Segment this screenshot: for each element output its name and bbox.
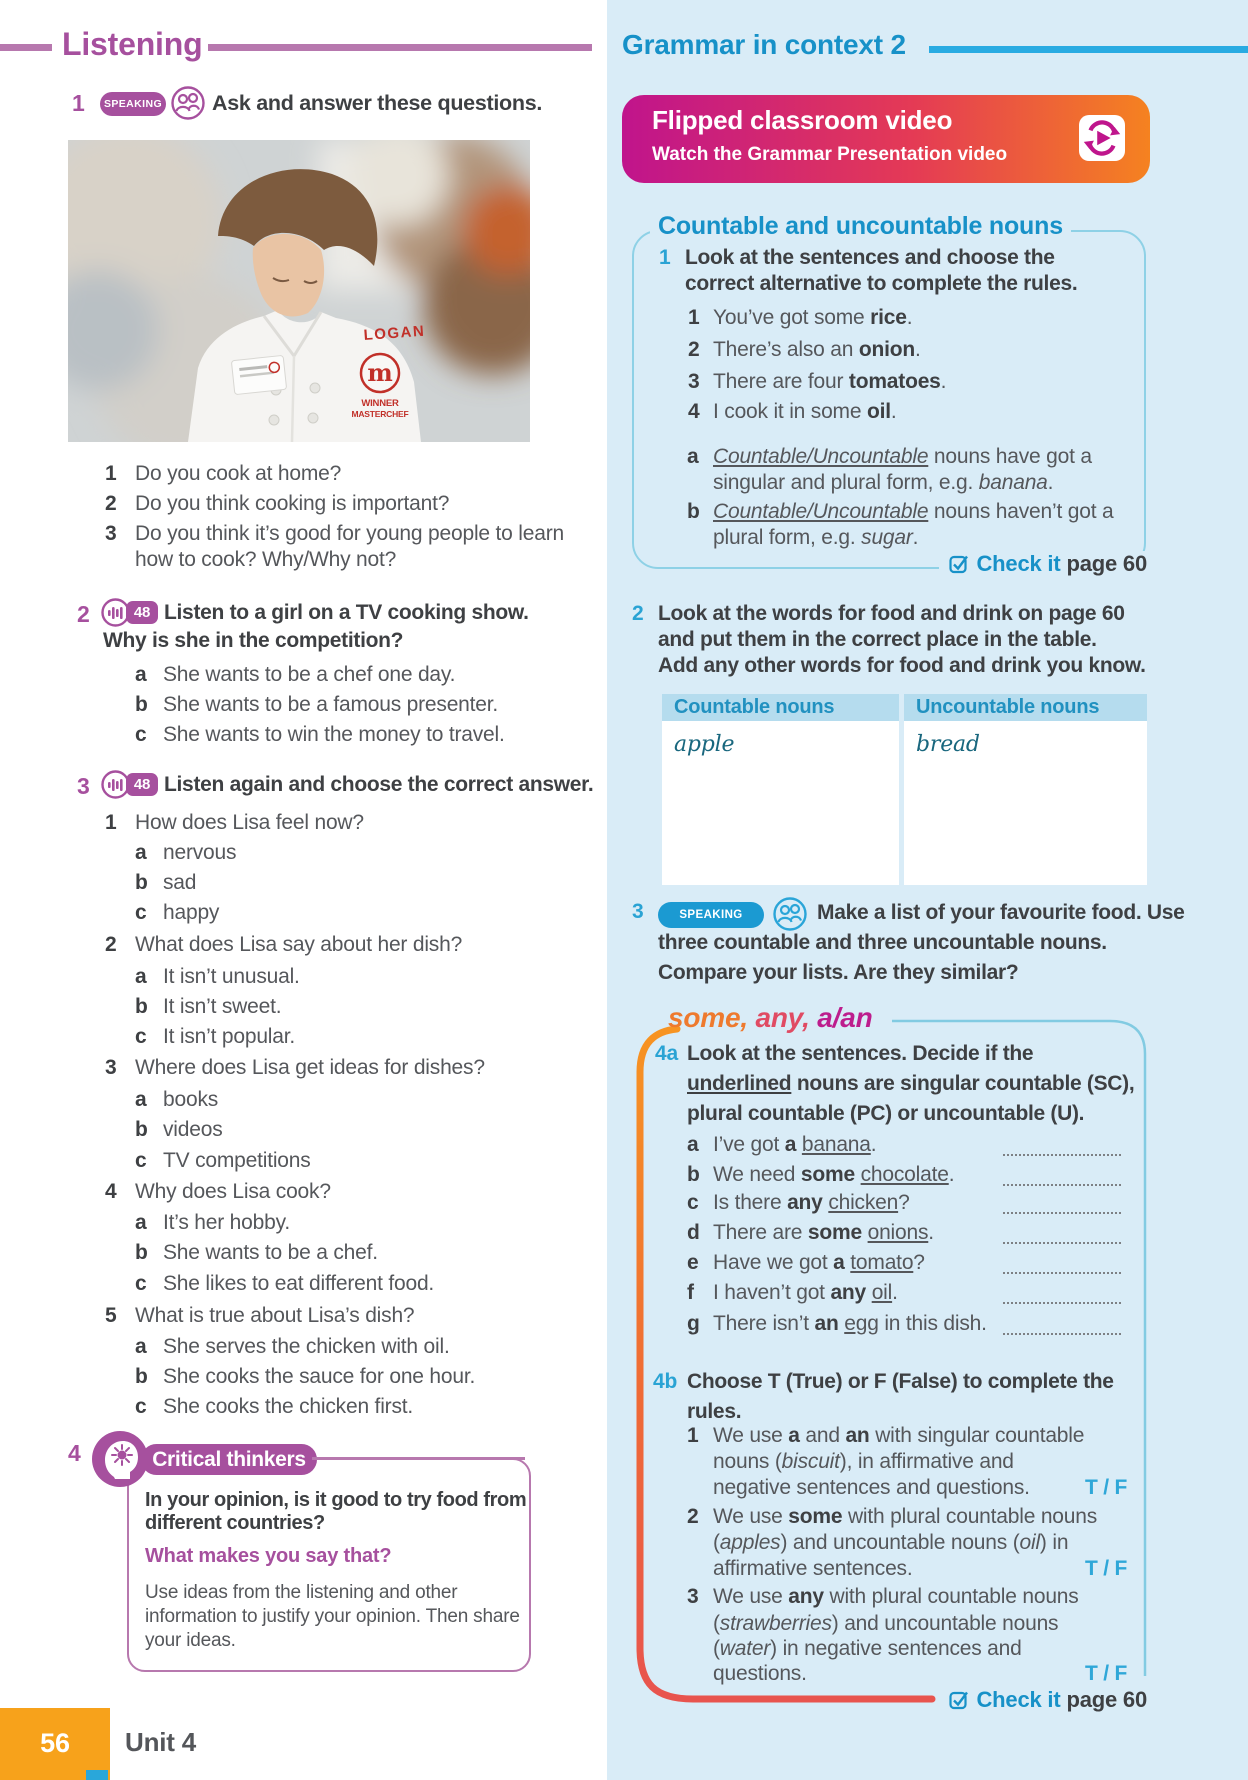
item-number: 1 xyxy=(688,306,700,329)
svg-text:LOGAN: LOGAN xyxy=(363,322,426,344)
check-icon xyxy=(949,554,970,575)
option-text: We need some chocolate. xyxy=(713,1163,955,1186)
check-it-page: page 60 xyxy=(1066,1687,1147,1712)
exercise-lead: Listen again and choose the correct answer. xyxy=(164,773,594,796)
option-letter: d xyxy=(687,1221,700,1244)
option-text: happy xyxy=(163,901,220,924)
rule-text: Countable/Uncountable nouns haven’t got a xyxy=(713,500,1114,523)
listening-section-title: Listening xyxy=(62,26,203,62)
item-text: I cook it in some oil. xyxy=(713,400,897,423)
rule-text: nouns (biscuit), in affirmative and xyxy=(713,1450,1014,1473)
exercise-lead: Make a list of your favourite food. Use xyxy=(817,901,1185,924)
question-number: 3 xyxy=(105,522,117,545)
exercise-number: 2 xyxy=(77,601,90,627)
listening-title-rule-left xyxy=(0,44,52,51)
option-text: She serves the chicken with oil. xyxy=(163,1335,450,1358)
question-number: 4 xyxy=(105,1180,117,1203)
item-number: 2 xyxy=(688,338,700,361)
option-text: books xyxy=(163,1088,219,1111)
page-number: 56 xyxy=(40,1728,70,1758)
critical-question: different countries? xyxy=(145,1512,325,1534)
true-false-choice: T / F xyxy=(1085,1662,1128,1685)
exercise-lead: plural countable (PC) or uncountable (U). xyxy=(687,1102,1085,1125)
option-text: sad xyxy=(163,871,197,894)
exercise-lead: correct alternative to complete the rules. xyxy=(685,272,1078,295)
speaking-badge: SPEAKING xyxy=(658,902,764,928)
option-text: I’ve got a banana. xyxy=(713,1133,877,1156)
question-text: What does Lisa say about her dish? xyxy=(135,933,463,956)
question-text: What is true about Lisa’s dish? xyxy=(135,1304,415,1327)
option-letter: c xyxy=(135,1025,147,1048)
question-text: Do you think it’s good for young people to learn xyxy=(135,522,564,545)
check-it-label: Check it xyxy=(976,1687,1061,1712)
option-text: It’s her hobby. xyxy=(163,1211,290,1234)
exercise-lead: Add any other words for food and drink you know. xyxy=(658,654,1146,677)
option-text: There are some onions. xyxy=(713,1221,934,1244)
pair-work-icon xyxy=(772,896,808,932)
some-any-box-title: some, any, a/an xyxy=(668,1002,873,1033)
question-text: How does Lisa feel now? xyxy=(135,811,364,834)
option-text: She wants to win the money to travel. xyxy=(163,723,505,746)
answer-line xyxy=(1003,1154,1121,1156)
option-text: She wants to be a chef one day. xyxy=(163,663,456,686)
exercise-number: 4b xyxy=(653,1370,678,1393)
option-letter: a xyxy=(135,965,147,988)
speaking-badge: SPEAKING xyxy=(100,92,166,116)
option-letter: b xyxy=(687,1163,700,1186)
svg-text:m: m xyxy=(367,358,393,387)
exercise-number: 3 xyxy=(632,900,644,923)
option-letter: c xyxy=(687,1191,699,1214)
rule-number: 3 xyxy=(687,1585,699,1608)
flipped-subtitle: Watch the Grammar Presentation video xyxy=(652,144,1008,165)
grammar-title-rule xyxy=(929,46,1248,53)
masterchef-boy-photo xyxy=(68,140,530,442)
option-text: Is there any chicken? xyxy=(713,1191,910,1214)
option-letter: g xyxy=(687,1312,700,1335)
rule-letter: a xyxy=(687,445,699,468)
option-letter: f xyxy=(687,1281,694,1304)
critical-thinkers-title: Critical thinkers xyxy=(141,1444,317,1475)
rule-letter: b xyxy=(687,500,700,523)
rule-text: We use a and an with singular countable xyxy=(713,1424,1085,1447)
exercise-lead: Compare your lists. Are they similar? xyxy=(658,961,1019,984)
true-false-choice: T / F xyxy=(1085,1557,1128,1580)
item-text: You’ve got some rice. xyxy=(713,306,913,329)
check-icon xyxy=(949,1690,970,1711)
name-badge xyxy=(231,355,286,394)
table-entry-apple: apple xyxy=(674,732,735,757)
option-text: There isn’t an egg in this dish. xyxy=(713,1312,987,1335)
exercise-number: 1 xyxy=(72,90,85,116)
answer-line xyxy=(1003,1272,1121,1274)
answer-line xyxy=(1003,1333,1121,1335)
option-letter: a xyxy=(135,1335,147,1358)
exercise-lead: rules. xyxy=(687,1400,742,1423)
check-it-label: Check it xyxy=(976,551,1061,576)
table-header-uncountable: Uncountable nouns xyxy=(904,694,1147,721)
rule-text: (strawberries) and uncountable nouns xyxy=(713,1612,1059,1635)
flipped-title: Flipped classroom video xyxy=(652,105,953,135)
option-letter: a xyxy=(135,841,147,864)
rule-text: affirmative sentences. xyxy=(713,1557,913,1580)
question-number: 2 xyxy=(105,492,117,515)
option-text: She likes to eat different food. xyxy=(163,1272,435,1295)
check-it-page: page 60 xyxy=(1066,551,1147,576)
check-it-link xyxy=(939,551,1147,577)
grammar-section-title: Grammar in context 2 xyxy=(622,29,906,60)
question-number: 3 xyxy=(105,1056,117,1079)
option-text: She wants to be a famous presenter. xyxy=(163,693,499,716)
option-text: I haven’t got any oil. xyxy=(713,1281,898,1304)
critical-question: In your opinion, is it good to try food from xyxy=(145,1489,527,1511)
question-number: 2 xyxy=(105,933,117,956)
item-number: 4 xyxy=(688,400,700,423)
option-letter: b xyxy=(135,693,148,716)
item-number: 3 xyxy=(688,370,700,393)
critical-thinkers-icon xyxy=(92,1431,148,1487)
exercise-lead: Look at the sentences. Decide if the xyxy=(687,1042,1034,1065)
option-text: It isn’t popular. xyxy=(163,1025,296,1048)
exercise-lead: Choose T (True) or F (False) to complete the xyxy=(687,1370,1114,1393)
critical-body: Use ideas from the listening and other xyxy=(145,1582,458,1603)
exercise-lead: Look at the sentences and choose the xyxy=(685,246,1055,269)
table-entry-bread: bread xyxy=(916,732,980,757)
answer-line xyxy=(1003,1184,1121,1186)
track-number-badge: 48 xyxy=(126,601,158,624)
rule-text: negative sentences and questions. xyxy=(713,1476,1030,1499)
svg-text:WINNER: WINNER xyxy=(361,398,399,409)
pair-work-icon xyxy=(170,85,206,121)
rule-text: (apples) and uncountable nouns (oil) in xyxy=(713,1531,1069,1554)
exercise-lead: Why is she in the competition? xyxy=(103,629,404,652)
flipped-classroom-banner xyxy=(622,95,1150,183)
exercise-lead: Ask and answer these questions. xyxy=(212,91,543,115)
critical-thinkers-rule xyxy=(312,1457,525,1460)
critical-subheading: What makes you say that? xyxy=(145,1545,392,1567)
exercise-lead: Look at the words for food and drink on page 60 xyxy=(658,602,1125,625)
option-letter: a xyxy=(135,1211,147,1234)
exercise-number: 1 xyxy=(659,246,671,269)
rule-text: singular and plural form, e.g. banana. xyxy=(713,471,1054,494)
rule-text: We use some with plural countable nouns xyxy=(713,1505,1098,1528)
critical-body: your ideas. xyxy=(145,1630,236,1651)
option-text: She cooks the chicken first. xyxy=(163,1395,414,1418)
question-text: Do you cook at home? xyxy=(135,462,342,485)
option-letter: b xyxy=(135,1118,148,1141)
answer-line xyxy=(1003,1242,1121,1244)
option-text: videos xyxy=(163,1118,223,1141)
option-text: TV competitions xyxy=(163,1149,311,1172)
option-letter: b xyxy=(135,1241,148,1264)
option-letter: c xyxy=(135,1395,147,1418)
option-text: nervous xyxy=(163,841,237,864)
option-text: She wants to be a chef. xyxy=(163,1241,378,1264)
exercise-lead: and put them in the correct place in the table. xyxy=(658,628,1097,651)
option-letter: c xyxy=(135,1149,147,1172)
option-letter: c xyxy=(135,1272,147,1295)
question-text: Where does Lisa get ideas for dishes? xyxy=(135,1056,485,1079)
exercise-number: 2 xyxy=(632,602,644,625)
unit-label: Unit 4 xyxy=(125,1727,197,1757)
question-text: Do you think cooking is important? xyxy=(135,492,450,515)
option-letter: e xyxy=(687,1251,699,1274)
check-it-link xyxy=(939,1687,1147,1713)
listening-title-rule-right xyxy=(208,44,592,51)
grammar-panel xyxy=(607,0,1248,1780)
countable-box-title: Countable and uncountable nouns xyxy=(650,212,1071,241)
exercise-number: 3 xyxy=(77,773,90,799)
item-text: There’s also an onion. xyxy=(713,338,921,361)
rule-text: Countable/Uncountable nouns have got a xyxy=(713,445,1092,468)
option-letter: b xyxy=(135,995,148,1018)
option-text: Have we got a tomato? xyxy=(713,1251,925,1274)
option-letter: b xyxy=(135,1365,148,1388)
svg-text:MASTERCHEF: MASTERCHEF xyxy=(351,409,409,419)
option-letter: a xyxy=(687,1133,699,1156)
option-text: It isn’t sweet. xyxy=(163,995,282,1018)
exercise-number: 4 xyxy=(68,1440,81,1466)
video-play-icon xyxy=(1079,115,1125,161)
answer-line xyxy=(1003,1212,1121,1214)
rule-text: questions. xyxy=(713,1662,807,1685)
exercise-lead: Listen to a girl on a TV cooking show. xyxy=(164,601,529,624)
table-header-countable: Countable nouns xyxy=(662,694,899,721)
question-number: 5 xyxy=(105,1304,117,1327)
option-letter: a xyxy=(135,1088,147,1111)
question-number: 1 xyxy=(105,811,117,834)
exercise-lead: three countable and three uncountable nouns. xyxy=(658,931,1107,954)
option-letter: c xyxy=(135,901,147,924)
item-text: There are four tomatoes. xyxy=(713,370,947,393)
nouns-table xyxy=(662,694,1147,885)
rule-text: plural form, e.g. sugar. xyxy=(713,526,919,549)
option-letter: c xyxy=(135,723,147,746)
answer-line xyxy=(1003,1302,1121,1304)
footer-blue-mark xyxy=(86,1770,108,1780)
rule-text: (water) in negative sentences and xyxy=(713,1637,1022,1660)
rule-number: 2 xyxy=(687,1505,699,1528)
critical-body: information to justify your opinion. Then share xyxy=(145,1606,520,1627)
option-letter: a xyxy=(135,663,147,686)
option-text: It isn’t unusual. xyxy=(163,965,300,988)
question-text: Why does Lisa cook? xyxy=(135,1180,331,1203)
question-number: 1 xyxy=(105,462,117,485)
exercise-lead: underlined nouns are singular countable (SC), xyxy=(687,1072,1135,1095)
option-text: She cooks the sauce for one hour. xyxy=(163,1365,476,1388)
rule-text: We use any with plural countable nouns xyxy=(713,1585,1079,1608)
true-false-choice: T / F xyxy=(1085,1476,1128,1499)
option-letter: b xyxy=(135,871,148,894)
exercise-number: 4a xyxy=(655,1042,678,1065)
track-number-badge: 48 xyxy=(126,773,158,796)
question-text: how to cook? Why/Why not? xyxy=(135,548,397,571)
rule-number: 1 xyxy=(687,1424,699,1447)
